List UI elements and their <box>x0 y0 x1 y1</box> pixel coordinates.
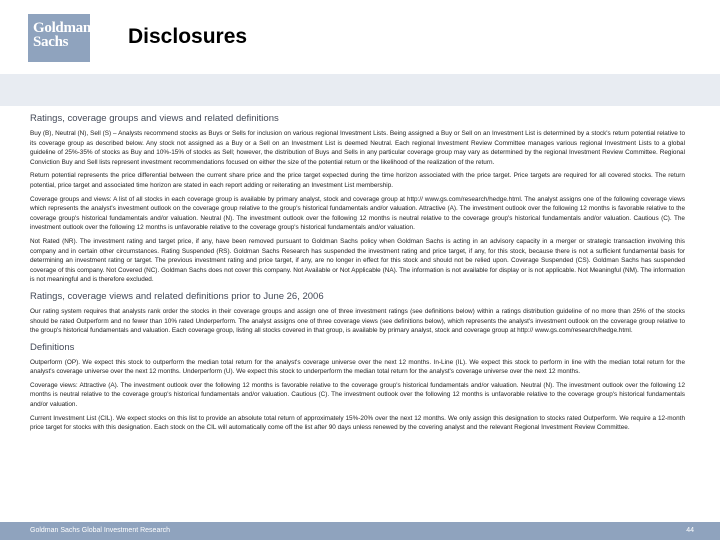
section-heading: Ratings, coverage views and related definitions prior to June 26, 2006 <box>30 290 324 302</box>
logo-line-2: Sachs <box>33 34 69 50</box>
footer-bar <box>0 522 720 540</box>
disclosures-body <box>30 113 685 437</box>
section-prior-ratings <box>30 291 685 336</box>
paragraph-rating-system: Our rating system requires that analysts rank order the stocks in their coverage groups and assign one of three investment ratings (see definitions below) within a ratings distribution guideline of no more than 25% of the stocks should be rated Outperform and no fewer than 10% rated Underperform. The analyst assigns one of three coverage views (see definitions below), which represents the analyst's investment outlook on the coverage group relative to the group's historical fundamentals and valuation. Each coverage group, listing all stocks covered in that group, is available by primary analyst, stock and coverage group at http:// www.gs.com/research/hedge.html. <box>30 307 685 335</box>
paragraph-current-investment-list: Current Investment List (CIL). We expect stocks on this list to provide an absolute total return of approximately 15%-20% over the next 12 months. We only assign this designation to stocks rated Outperform. We require a 12-month price target for stocks with this designation. Each stock on the CIL will automatically come off the list after 90 days unless renewed by the covering analyst and the relevant Regional Investment Review Committee. <box>30 414 685 432</box>
paragraph-ratings: Buy (B), Neutral (N), Sell (S) – Analysts recommend stocks as Buys or Sells for inclusion on various regional Investment Lists. Being assigned a Buy or Sell on an Investment List is determined by a stock's return potential relative to its coverage group as described below. Any stock not assigned as a Buy or a Sell on an Investment List is deemed Neutral. Each regional Investment Review Committee manages various regional Investment Lists to a global guideline of 25%-35% of stocks as Buy and 10%-15% of stocks as Sell; however, the distribution of Buys and Sells in any particular coverage group may vary as determined by the regional Investment Review Committee. Regional Conviction Buy and Sell lists represent investment recommendations focused on either the size of the potential return or the likelihood of the realization of the return. <box>30 130 685 166</box>
section-definitions <box>30 342 685 433</box>
paragraph-outperform: Outperform (OP). We expect this stock to outperform the median total return for the analyst's coverage universe over the next 12 months. In-Line (IL). We expect this stock to perform in line with the median total return for the analyst's coverage universe over the next 12 months. Underperform (U). We expect this stock to underperform the median total return for the analyst's coverage universe over the next 12 months. <box>30 358 685 376</box>
paragraph-coverage-groups: Coverage groups and views: A list of all stocks in each coverage group is available by primary analyst, stock and coverage group at http:// www.gs.com/research/hedge.html. The analyst assigns one of the following coverage views which represents the analyst's investment outlook on the coverage group relative to the group's historical fundamentals and/or valuation. Attractive (A). The investment outlook over the following 12 months is favorable relative to the coverage group's historical fundamentals and/or valuation. Neutral (N). The investment outlook over the following 12 months is neutral relative to the coverage group's historical fundamentals and/or valuation. Cautious (C). The investment outlook over the following 12 months is unfavorable relative to the coverage group's historical fundamentals and/or valuation. <box>30 195 685 232</box>
page-number: 44 <box>686 527 694 534</box>
section-ratings <box>30 113 685 285</box>
footer-source: Goldman Sachs Global Investment Research <box>30 527 171 534</box>
paragraph-not-rated: Not Rated (NR). The investment rating and target price, if any, have been removed pursuant to Goldman Sachs policy when Goldman Sachs is acting in an advisory capacity in a merger or strategic transaction involving this company and in certain other circumstances. Rating Suspended (RS). Goldman Sachs Research has suspended the investment rating and price target, if any, for this stock, because there is not a sufficient fundamental basis for determining an investment rating or target. The previous investment rating and price target, if any, are no longer in effect for this stock and should not be relied upon. Coverage Suspended (CS). Goldman Sachs has suspended coverage of this company. Not Covered (NC). Goldman Sachs does not cover this company. Not Available or Not Applicable (NA). The information is not available for display or is not applicable. Not Meaningful (NM). The information is not meaningful and is therefore excluded. <box>30 237 685 284</box>
paragraph-coverage-views: Coverage views: Attractive (A). The investment outlook over the following 12 months is favorable relative to the coverage group's historical fundamentals and/or valuation. Neutral (N). The investment outlook over the following 12 months is neutral relative to the coverage group's historical fundamentals and/or valuation. Cautious (C). The investment outlook over the following 12 months is unfavorable relative to the coverage group's historical fundamentals and/or valuation. <box>30 381 685 409</box>
page-title: Disclosures <box>128 25 248 48</box>
logo-line-1: Goldman <box>33 20 91 36</box>
section-heading: Definitions <box>30 341 75 353</box>
section-heading: Ratings, coverage groups and views and related definitions <box>30 113 279 124</box>
paragraph-return-potential: Return potential represents the price differential between the current share price and the price target expected during the time horizon associated with the price target. Price targets are required for all covered stocks. The return potential, price target and associated time horizon are stated in each report adding or reiterating an Investment List membership. <box>30 172 685 189</box>
header-band <box>0 74 720 106</box>
goldman-sachs-logo <box>28 14 90 62</box>
